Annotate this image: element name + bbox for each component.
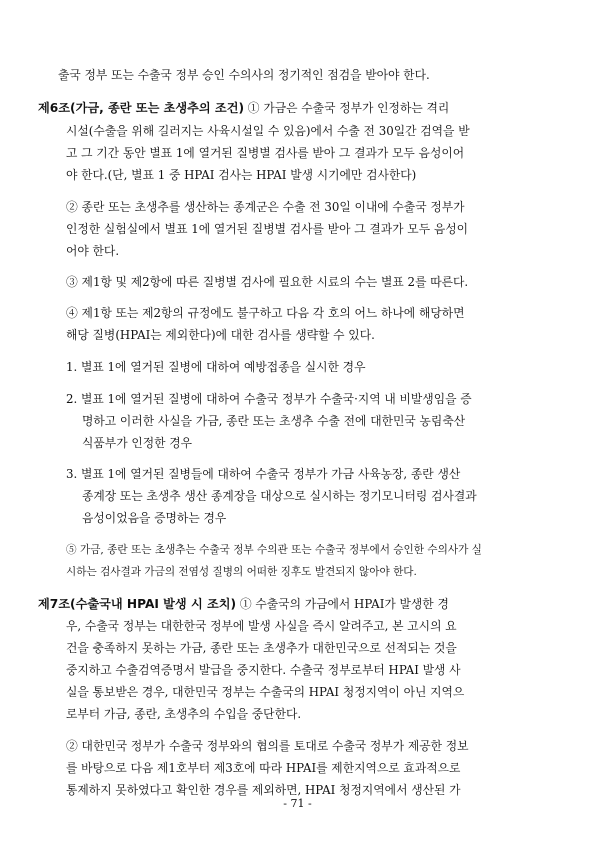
text-line: ③ 제1항 및 제2항에 따른 질병별 검사에 필요한 시료의 수는 별표 2를 따른다. xyxy=(66,275,469,289)
text-line: 어야 한다. xyxy=(66,244,120,258)
text-line: 야 한다.(단, 별표 1 중 HPAI 검사는 HPAI 발생 시기에만 검사한다) xyxy=(66,168,417,182)
text-line: 명하고 이러한 사실을 가금, 종란 또는 초생추 수출 전에 대한민국 농림축산 xyxy=(82,414,466,428)
text-line: 인정한 실험실에서 별표 1에 열거된 질병별 검사를 받아 그 결과가 모두 음성이 xyxy=(66,222,469,236)
text-line: ⑤ 가금, 종란 또는 초생추는 수출국 정부 수의관 또는 수출국 정부에서 승인한 수의사가 실 xyxy=(66,544,482,556)
text-line: 시하는 검사결과 가금의 전염성 질병의 어떠한 징후도 발견되지 않아야 한다. xyxy=(66,566,417,578)
article-7-paragraph-1 xyxy=(38,597,449,611)
text-line: 식품부가 인정한 경우 xyxy=(82,436,193,450)
text-line: 통제하지 못하였다고 확인한 경우를 제외하면, HPAI 청정지역에서 생산된 가 xyxy=(66,783,461,797)
text-line: 로부터 가금, 종란, 초생추의 수입을 중단한다. xyxy=(66,707,302,721)
list-item: 3. 별표 1에 열거된 질병들에 대하여 수출국 정부가 가금 사육농장, 종란 생산 xyxy=(66,467,461,481)
text-line: ② 종란 또는 초생추를 생산하는 종계군은 수출 전 30일 이내에 수출국 정부가 xyxy=(66,200,465,214)
text-line: 고 그 기간 동안 별표 1에 열거된 질병별 검사를 받아 그 결과가 모두 음성이어 xyxy=(66,146,465,160)
text-line: 출국 정부 또는 수출국 정부 승인 수의사의 정기적인 점검을 받아야 한다. xyxy=(58,68,430,82)
text-line: 를 바탕으로 다음 제1호부터 제3호에 따라 HPAI를 제한지역으로 효과적으로 xyxy=(66,761,461,775)
text-line: ① 수출국의 가금에서 HPAI가 발생한 경 xyxy=(239,597,449,611)
text-line: ④ 제1항 또는 제2항의 규정에도 불구하고 다음 각 호의 어느 하나에 해당하면 xyxy=(66,306,465,320)
page-number: - 71 - xyxy=(283,797,312,810)
article-6-paragraph-1 xyxy=(38,101,449,115)
text-line: 해당 질병(HPAI는 제외한다)에 대한 검사를 생략할 수 있다. xyxy=(66,328,375,342)
text-line: 종계장 또는 초생추 생산 종계장을 대상으로 실시하는 정기모니터링 검사결과 xyxy=(82,489,477,503)
text-line: 우, 수출국 정부는 대한한국 정부에 발생 사실을 즉시 알려주고, 본 고시의 요 xyxy=(66,619,457,633)
text-line: 건을 충족하지 못하는 가금, 종란 또는 초생추가 대한민국으로 선적되는 것을 xyxy=(66,641,457,655)
text-line: ① 가금은 수출국 정부가 인정하는 격리 xyxy=(247,101,450,115)
text-line: 중지하고 수출검역증명서 발급을 중지한다. 수출국 정부로부터 HPAI 발생 사 xyxy=(66,663,461,677)
text-line: 실을 통보받은 경우, 대한민국 정부는 수출국의 HPAI 청정지역이 아닌 지역으 xyxy=(66,685,465,699)
text-line: ② 대한민국 정부가 수출국 정부와의 협의를 토대로 수출국 정부가 제공한 정보 xyxy=(66,739,469,753)
text-line: 음성이었음을 증명하는 경우 xyxy=(82,511,227,525)
article-6-heading: 제6조(가금, 종란 또는 초생추의 조건) xyxy=(38,101,245,115)
list-item: 2. 별표 1에 열거된 질병에 대하여 수출국 정부가 수출국·지역 내 비발생임을 증 xyxy=(66,392,472,406)
list-item: 1. 별표 1에 열거된 질병에 대하여 예방접종을 실시한 경우 xyxy=(66,360,366,374)
text-line: 시설(수출을 위해 길러지는 사육시설일 수 있음)에서 수출 전 30일간 검역을 받 xyxy=(66,124,470,138)
article-7-heading: 제7조(수출국내 HPAI 발생 시 조치) xyxy=(38,597,237,611)
